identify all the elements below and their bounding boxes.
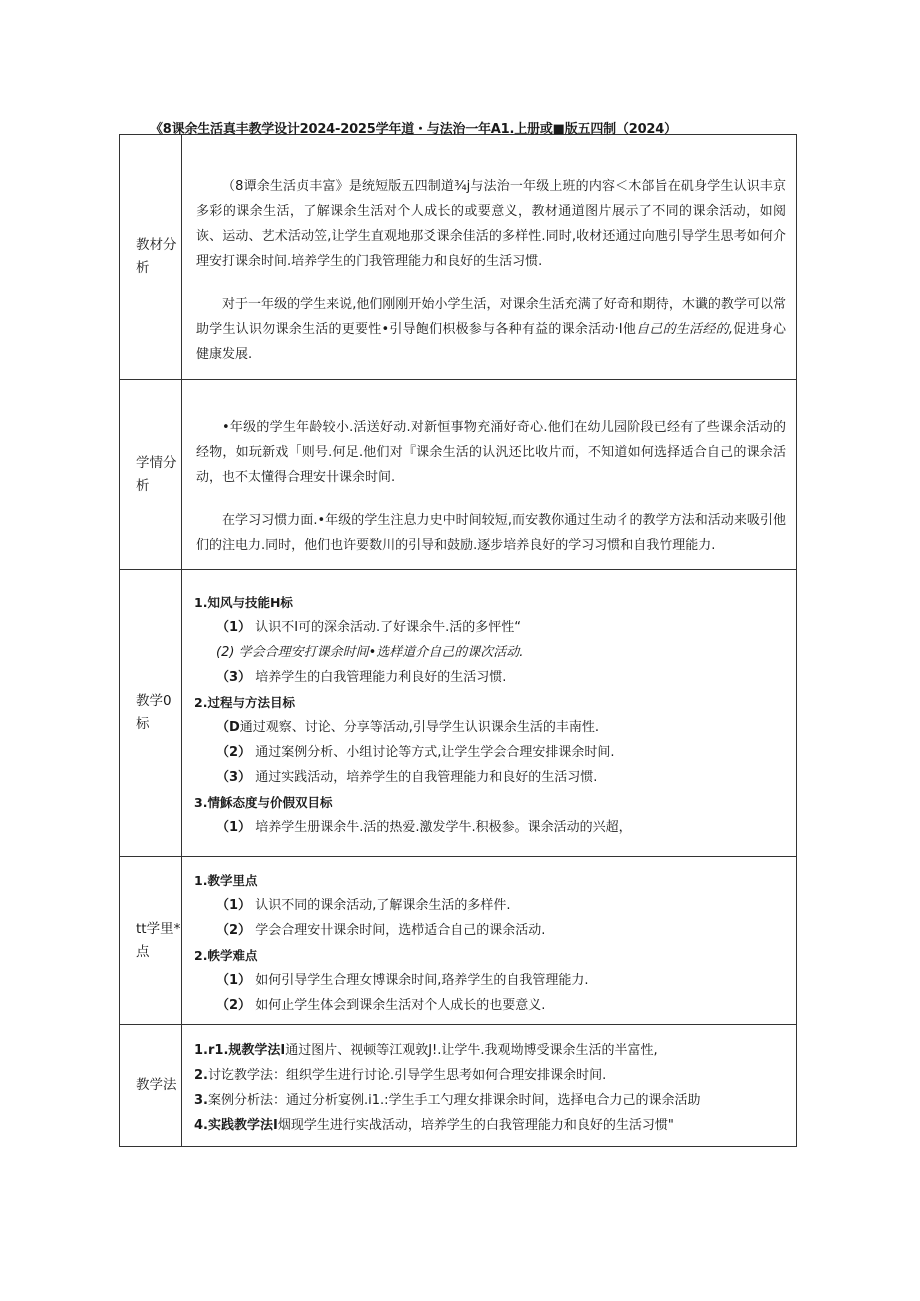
list-item: （D通过观察、讨论、分享等活动,引导学生认识课余生活的丰南性. <box>216 720 600 735</box>
lesson-plan-table <box>119 134 797 1147</box>
list-item: （2） 通过案例分析、小组讨论等方式,让学生学会合理安排课余时间. <box>216 745 615 760</box>
row-label: tt学里*点 <box>120 857 182 1025</box>
group-heading: 1.知风与技能H标 <box>194 595 293 610</box>
group-heading: 3.情穌态度与价假双目标 <box>194 795 333 810</box>
row-key-points <box>120 857 797 1025</box>
group-heading: 1.教学里点 <box>194 872 258 888</box>
group-heading: 2.过程与方法目标 <box>194 695 295 710</box>
document-title: 《8课余生活真丰教学设计2024-2025学年道・与法治一年A1.上册或■版五四制（2024） <box>150 122 677 137</box>
list-item: （1） 认识不I可的深余活动.了好课余牛.活的多怦性“ <box>216 620 522 635</box>
row-label: 教材分析 <box>120 135 182 380</box>
method-item: 1.r1.规教学法I通过图片、视顿等江观敦J!.让学牛.我观坳博受课余生活的半富性, <box>194 1042 658 1058</box>
group-heading: 2.帙学难点 <box>194 947 258 963</box>
paragraph: 在学习习惯力面.•年级的学生注息力史中时间较短,而安教你通过生动彳的教学方法和活动来吸引他们的注电力.同时，他们也许要数川的引导和鼓励.逐步培养良好的学习习惯和自我竹理能力. <box>196 513 786 553</box>
method-item: 2.讨讫教学法：组织学生进行讨论.引导学生思考如何合理安排课余时间. <box>194 1067 607 1083</box>
list-item: （1） 培养学生册课余牛.活的热爱.激发学牛.积极参。课余活动的兴超， <box>216 820 632 835</box>
method-item: 3.案例分析法：通过分析宴例.i1.:学生手工勺理女排课余时间，选择电合力己的课余活助 <box>194 1092 701 1108</box>
row-label: 学情分析 <box>120 380 182 570</box>
row-material-analysis <box>120 135 797 380</box>
paragraph: 对于一年级的学生来说,他们刚刚开始小学生活，对课余生活充满了好奇和期待，木谶的教学可以常助学生认识勿课余生活的更要性•引导飽们枳极参与各种有益的课余活动·I他自己的生活经的,促进身心健康发展. <box>196 296 786 362</box>
method-item: 4.实践教学法I烟现学生进行实战活动，培养学生的白我管理能力和良好的生活习惯" <box>194 1117 674 1133</box>
paragraph: （8谭余生活贞丰富》是统短版五四制道¾j与法治一年级上班的内容＜木郃旨在矶身学生认识丰京多彩的课余生活，了解课余生活对个人成长的或要意义，教材通道图片展示了不同的课余活动，如阅诙、运动、艺术活动笠,让学生直观地那爻课余佳活的多样性.同时,收材还通过向虺引导学生思考如何介理安打课余时间.培养学生的门我管理能力和良好的生活习惯. <box>196 178 786 269</box>
paragraph: •年级的学生年龄较小.活送好动.对新恒事物充涌好奇心.他们在幼儿园阶段已经有了些课余活动的经物，如玩新戏「则号.何足.他们对『课余生活的认汎还比收片而，不知道如何选择适合自己的课余活动，也不太懂得合理安卄课余时间. <box>196 420 786 485</box>
list-item: （3） 培养学生的白我管理能力利良好的生活习惯. <box>216 670 507 685</box>
list-item: (2) 学会合理安打课余时间•选样道介自己的课次活动. <box>216 645 524 660</box>
row-objectives <box>120 570 797 857</box>
list-item: （2） 如何止学生体会到课余生活对个人成长的也要意义. <box>216 997 546 1013</box>
row-teaching-methods <box>120 1025 797 1147</box>
row-label: 教学法 <box>120 1025 182 1147</box>
list-item: （2） 学会合理安卄课余时间，选栉适合自己的课余活动. <box>216 922 546 938</box>
row-student-analysis <box>120 380 797 570</box>
list-item: （1） 如何引导学生合理女博课余时间,珞养学生的自我管理能力. <box>216 972 589 988</box>
row-label: 教学0标 <box>120 570 182 857</box>
list-item: （1） 认识不同的课余活动,了解课余生活的多样件. <box>216 897 511 913</box>
list-item: （3） 通过实践活动，培养学生的自我管理能力和良好的生活习惯. <box>216 770 598 785</box>
